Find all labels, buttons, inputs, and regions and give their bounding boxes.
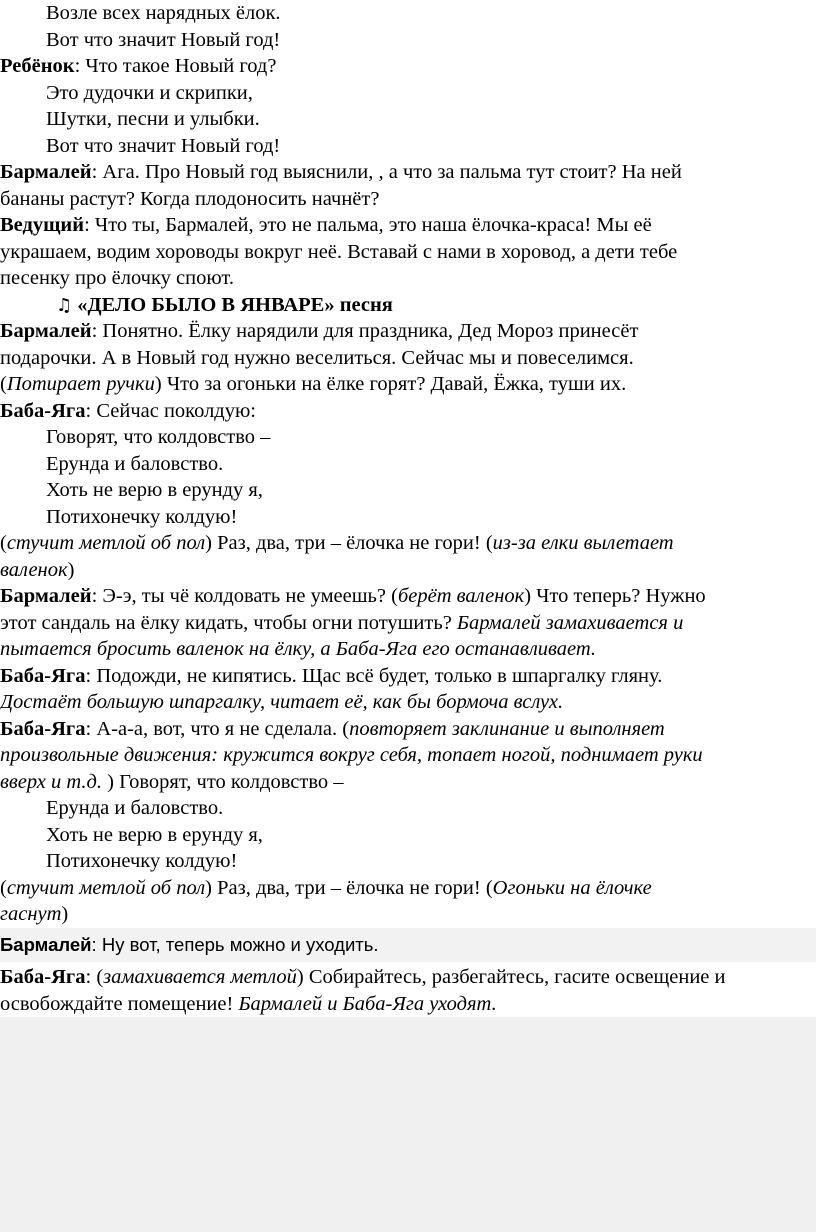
line-text: Хоть не верю в ерунду я, — [46, 479, 263, 501]
text-line — [0, 504, 814, 531]
speaker-separator: : — [85, 717, 97, 740]
line-text: Сейчас поколдую: — [96, 399, 256, 422]
speaker-separator: : — [91, 320, 103, 342]
speaker-name: Бармалей — [0, 585, 92, 607]
speaker-name: Бармалей — [0, 161, 92, 183]
music-note-icon: ♫ — [56, 294, 73, 316]
text-line — [0, 265, 814, 292]
stage-direction: замахивается метлой — [103, 966, 297, 988]
line-text: Потихонечку колдую! — [46, 505, 238, 528]
stage-direction: Бармалей замахивается и — [456, 611, 684, 634]
stage-direction: Достаёт большую шпаргалку, читает её, как бы бормоча вслух. — [0, 691, 564, 713]
text-line — [0, 991, 816, 1018]
line-text: ) Говорят, что колдовство – — [102, 770, 344, 793]
stage-direction: берёт валенок — [397, 585, 525, 607]
text-line — [0, 848, 814, 875]
speaker-name: Бармалей — [0, 934, 92, 955]
paren-open: ( — [0, 532, 7, 554]
speaker-name: Баба-Яга — [0, 399, 86, 422]
text-line — [0, 53, 814, 80]
text-line — [0, 0, 814, 27]
speaker-name: Ребёнок — [0, 55, 75, 77]
text-line — [0, 477, 814, 504]
closing-lines — [0, 964, 816, 1017]
speaker-separator: : — [84, 214, 95, 236]
line-text: «ДЕЛО БЫЛО В ЯНВАРЕ» песня — [72, 293, 393, 316]
speaker-separator: : — [91, 934, 102, 955]
speaker-name: Бармалей — [0, 320, 92, 342]
line-text: Потихонечку колдую! — [46, 850, 238, 872]
text-line — [0, 689, 814, 716]
highlighted-line — [0, 928, 816, 962]
speaker-name: Баба-Яга — [0, 966, 86, 988]
speaker-separator: : — [85, 664, 97, 687]
text-line — [0, 159, 814, 186]
line-text: Что такое Новый год? — [85, 55, 277, 77]
text-line — [0, 106, 814, 133]
text-line — [0, 424, 814, 451]
text-line — [0, 795, 814, 822]
text-line — [0, 371, 814, 398]
line-text: Ерунда и баловство. — [46, 452, 224, 475]
text-line — [0, 186, 814, 213]
stage-direction: гаснут — [0, 903, 62, 925]
speaker-name: Ведущий — [0, 214, 85, 236]
stage-direction: стучит метлой об пол — [6, 532, 206, 554]
text-line — [0, 80, 814, 107]
speaker-separator: : — [74, 55, 86, 77]
stage-direction: из-за елки вылетает — [492, 532, 674, 554]
speaker-separator: : — [91, 161, 103, 183]
text-line — [0, 901, 814, 928]
line-text: Э-э, ты чё колдовать не умеешь? ( — [102, 585, 398, 607]
line-text: ) — [61, 903, 69, 925]
line-text: Возле всех нарядных ёлок. — [46, 2, 281, 24]
paren-open: ( — [0, 876, 7, 899]
line-text: этот сандаль на ёлку кидать, чтобы огни потушить? — [0, 611, 457, 634]
line-text: песенку про ёлочку споют. — [0, 267, 234, 289]
line-text: ) Собирайтесь, разбегайтесь, гасите освещение и — [296, 966, 726, 988]
stage-direction: произвольные движения: кружится вокруг себя, топает ногой, поднимает руки — [0, 744, 703, 766]
stage-direction: валенок — [0, 558, 68, 581]
stage-direction: Бармалей и Баба-Яга уходят. — [238, 992, 497, 1015]
line-text: ) — [67, 558, 75, 581]
text-line — [0, 636, 814, 663]
text-line — [0, 583, 814, 610]
line-text: ) Что теперь? Нужно — [524, 585, 706, 607]
paren-open: ( — [96, 966, 104, 988]
stage-direction: вверх и т.д. — [0, 770, 103, 793]
speaker-separator: : — [85, 966, 97, 988]
line-text: Это дудочки и скрипки, — [46, 81, 253, 104]
text-line — [0, 212, 814, 239]
line-text: ) Раз, два, три – ёлочка не гори! ( — [205, 876, 493, 899]
line-text: А-а-а, вот, что я не сделала. ( — [96, 717, 350, 740]
text-line — [0, 769, 814, 796]
speaker-name: Баба-Яга — [0, 664, 86, 687]
line-text: Подожди, не кипятись. Щас всё будет, только в шпаргалку гляну. — [96, 664, 663, 687]
text-line — [0, 610, 814, 637]
text-line — [0, 742, 814, 769]
text-line — [0, 875, 814, 902]
line-text: украшаем, водим хороводы вокруг неё. Вставай с нами в хоровод, а дети тебе — [0, 240, 678, 263]
text-line — [0, 133, 814, 160]
text-line — [0, 239, 814, 266]
text-line — [0, 345, 814, 372]
line-text: Говорят, что колдовство – — [46, 426, 271, 448]
speaker-name: Баба-Яга — [0, 717, 86, 740]
speaker-separator: : — [91, 585, 103, 607]
stage-direction: повторяет заклинание и выполняет — [349, 717, 665, 740]
line-text: Шутки, песни и улыбки. — [46, 108, 260, 130]
line-text: Ну вот, теперь можно и уходить. — [101, 934, 379, 955]
text-line — [0, 663, 814, 690]
line-text: бананы растут? Когда плодоносить начнёт? — [0, 187, 380, 210]
paren-open: ( — [0, 373, 7, 395]
line-text: ) Раз, два, три – ёлочка не гори! ( — [205, 532, 493, 554]
line-text: Ерунда и баловство. — [46, 797, 224, 819]
line-text: ) Что за огоньки на ёлке горят? Давай, Ёжка, туши их. — [154, 373, 627, 395]
text-line — [0, 27, 814, 54]
stage-direction: стучит метлой об пол — [6, 876, 206, 899]
text-line — [0, 451, 814, 478]
stage-direction: Огоньки на ёлочке — [492, 876, 652, 899]
text-line — [0, 398, 814, 425]
line-text: Понятно. Ёлку нарядили для праздника, Дед Мороз принесёт — [102, 320, 639, 342]
speaker-separator: : — [85, 399, 97, 422]
line-text: Ага. Про Новый год выяснили, , а что за пальма тут стоит? На ней — [102, 161, 682, 183]
text-line — [0, 822, 814, 849]
line-text: Что ты, Бармалей, это не пальма, это наша ёлочка-краса! Мы её — [94, 214, 652, 236]
text-line — [0, 292, 814, 319]
line-text: освобождайте помещение! — [0, 992, 239, 1015]
text-line — [0, 716, 814, 743]
line-text: Хоть не верю в ерунду я, — [46, 823, 263, 846]
stage-direction: пытается бросить валенок на ёлку, а Баба-Яга его останавливает. — [0, 638, 597, 660]
text-line — [0, 530, 814, 557]
stage-direction: Потирает ручки — [6, 373, 155, 395]
text-line — [0, 318, 814, 345]
line-text: Вот что значит Новый год! — [46, 28, 281, 51]
text-line — [0, 964, 816, 991]
line-text: Вот что значит Новый год! — [46, 134, 281, 157]
text-line — [0, 557, 814, 584]
line-text: подарочки. А в Новый год нужно веселиться. Сейчас мы и повеселимся. — [0, 346, 634, 369]
